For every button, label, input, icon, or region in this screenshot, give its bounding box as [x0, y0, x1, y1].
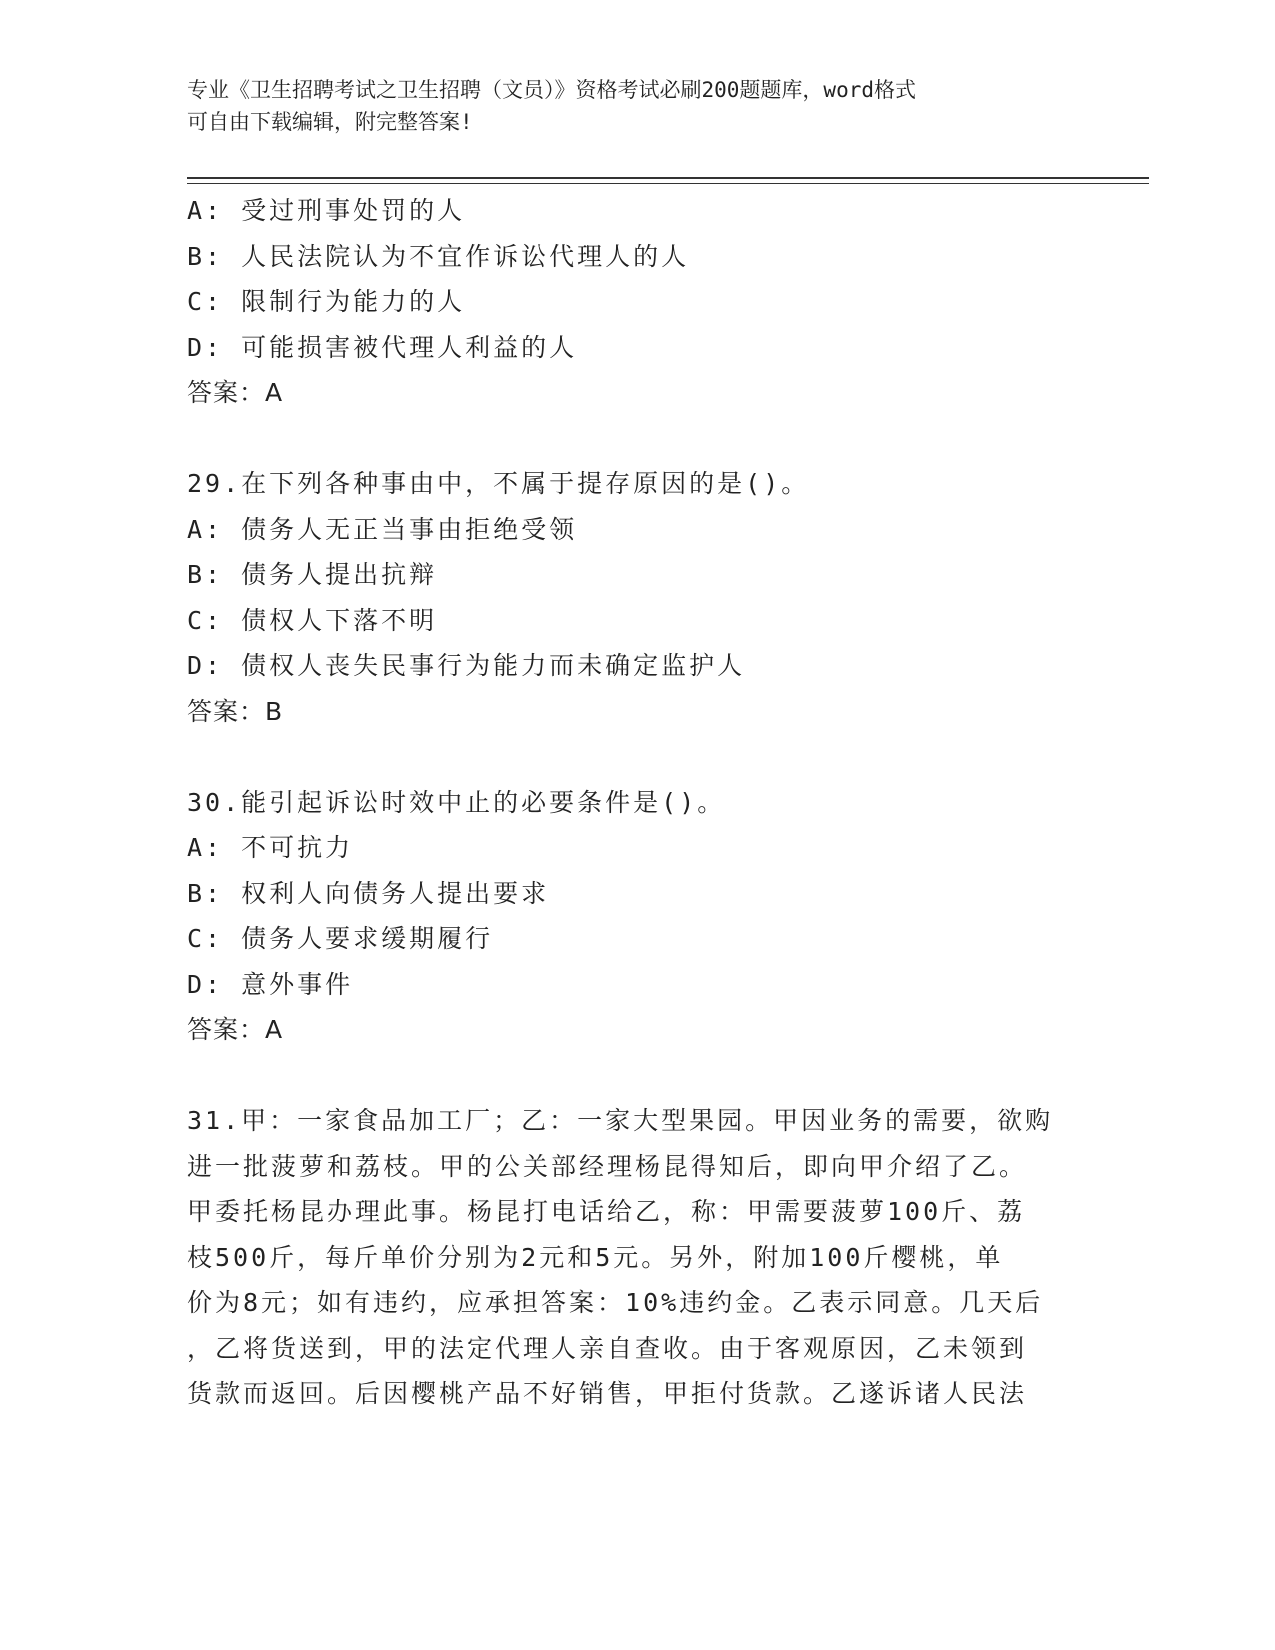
option-d: D: 意外事件	[187, 969, 354, 999]
question-text-line: 甲委托杨昆办理此事。杨昆打电话给乙，称：甲需要菠萝100斤、荔	[187, 1197, 1026, 1226]
spacer	[187, 734, 1087, 780]
question-text: 29.在下列各种事由中，不属于提存原因的是()。	[187, 469, 810, 498]
question-text-line: ，乙将货送到，甲的法定代理人亲自查收。由于客观原因，乙未领到	[187, 1333, 1028, 1363]
question-28	[187, 188, 1087, 416]
option-d: D: 债权人丧失民事行为能力而未确定监护人	[187, 651, 746, 680]
spacer	[187, 1053, 1087, 1099]
option-a: A: 债务人无正当事由拒绝受领	[187, 514, 578, 544]
question-text-line: 价为8元；如有违约，应承担答案：10%违约金。乙表示同意。几天后	[187, 1288, 1044, 1317]
option-c: C: 限制行为能力的人	[187, 287, 466, 316]
question-30	[187, 780, 1087, 1053]
question-29	[187, 461, 1087, 734]
header-rule-thick	[187, 177, 1149, 179]
question-text-line: 枝500斤，每斤单价分别为2元和5元。另外，附加100斤樱桃，单	[187, 1242, 1004, 1272]
question-text: 30.能引起诉讼时效中止的必要条件是()。	[187, 787, 726, 817]
option-b: B: 权利人向债务人提出要求	[187, 878, 550, 908]
header-line-2: 可自由下载编辑，附完整答案!	[187, 110, 473, 134]
question-text-line: 31.甲：一家食品加工厂；乙：一家大型果园。甲因业务的需要，欲购	[187, 1106, 1054, 1135]
option-a: A: 不可抗力	[187, 833, 354, 862]
question-31	[187, 1098, 1087, 1417]
option-b: B: 债务人提出抗辩	[187, 560, 438, 589]
header-line-1: 专业《卫生招聘考试之卫生招聘（文员）》资格考试必刷200题题库，word格式	[187, 78, 916, 102]
option-c: C: 债权人下落不明	[187, 605, 438, 635]
answer: 答案：B	[187, 696, 284, 726]
answer: 答案：A	[187, 1015, 284, 1044]
answer: 答案：A	[187, 378, 284, 407]
question-text-line: 进一批菠萝和荔枝。甲的公关部经理杨昆得知后，即向甲介绍了乙。	[187, 1151, 1028, 1181]
question-list	[187, 188, 1087, 1417]
option-b: B: 人民法院认为不宜作诉讼代理人的人	[187, 241, 690, 271]
header-rule-thin	[187, 183, 1149, 184]
option-c: C: 债务人要求缓期履行	[187, 924, 494, 953]
document-header	[187, 74, 1087, 138]
option-d: D: 可能损害被代理人利益的人	[187, 332, 578, 362]
spacer	[187, 416, 1087, 462]
option-a: A: 受过刑事处罚的人	[187, 196, 466, 225]
question-text-line: 货款而返回。后因樱桃产品不好销售，甲拒付货款。乙遂诉诸人民法	[187, 1379, 1028, 1408]
